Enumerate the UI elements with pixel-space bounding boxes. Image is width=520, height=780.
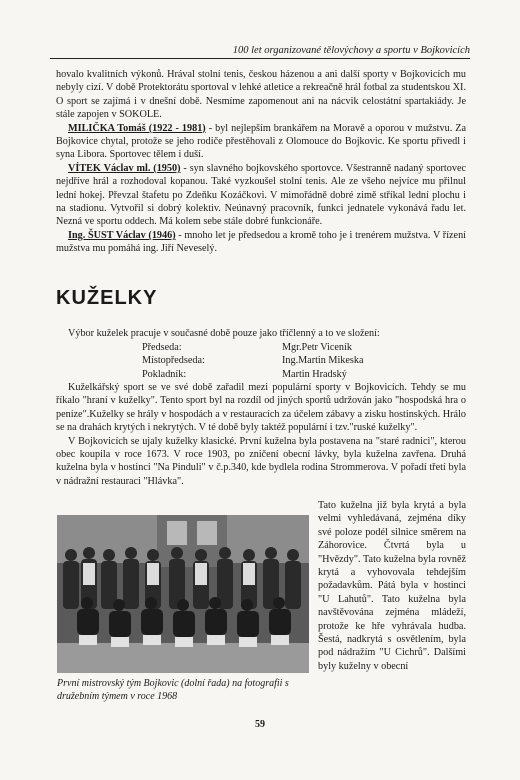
team-photo	[57, 515, 309, 673]
history-paragraph-2: V Bojkovicích se ujaly kuželky klasické. První kuželna byla postavena na "staré radnici", kterou obec koupila v roce 1673. V roce 1903, po zničení obecní lávky, byla kuželna zavřena. Druhá kuželna byla v hostinci "Na Pinduli" v č.p.340, kde bydlela rodina Strommerova. V pořadí třetí byla v nádražní restauraci "Hlávka".	[56, 435, 466, 487]
person-paragraph-vitek	[56, 162, 466, 229]
person-name: Ing. ŠUST Václav (1946)	[68, 229, 176, 241]
page-number: 59	[255, 719, 265, 730]
person-bio: - mnoho let je předsedou a kromě toho je i trenérem mužstva. V řízení mužstva mu pomáhá ing. Jiří Neveselý.	[56, 229, 466, 255]
wrapped-text-column	[318, 499, 466, 673]
team-photo-image	[57, 515, 309, 673]
committee-intro: Výbor kuželek pracuje v současné době pouze jako tříčlenný a to ve složení:	[68, 328, 380, 339]
officer-name: Martin Hradský	[282, 368, 347, 380]
history-text-block	[56, 381, 466, 488]
committee-intro-block	[56, 327, 466, 340]
officer-row	[56, 368, 466, 381]
officer-role: Pokladník:	[142, 368, 187, 380]
history-paragraph-1: Kuželkářský sport se ve své době zařadil mezi populární sporty v Bojkovicích. Tehdy se mu říkalo "hraní v kuželky". Tento sport byl na rozdíl od jiných sportů udržován jako "hospodská hra o peníze".Kuželky se hrály v hospodách a v restauracích za účelem zábavy a zisku hostinských. Hrálo se na drahách krytých i nekrytých. V té době byly taktéž populární i tzv."ruské kuželky".	[56, 382, 466, 434]
intro-paragraph: hovalo kvalitních výkonů. Hrával stolní tenis, českou házenou a ani další sporty v Bojkovicích mu nebyly cizí. V době Protektorátu sportoval v lehké atletice a rekreačně hrál fotbal za studentskou XI. O sport se zajímá i v dnešní době. Nesmíme zapomenout ani na nácvik celostátní spartakiády. Je stále zapojen v SOKOLE.	[56, 69, 466, 121]
officer-name: Ing.Martin Mikeska	[282, 355, 364, 367]
history-paragraph-3: Tato kuželna již byla krytá a byla velmi vyhledávaná, zejména díky své poloze podél silnice směrem na Záhorovice. Čtvrtá byla u "Hvězdy". Tato kuželna byla rovněž krytá a vyhovovala tehdejším požadavkům. Pátá byla v hostinci "U Lahutů". Tato kuželna byla navštěvována zejména mládeží, protože ke hře vyhrávala hudba. Šestá, nadkrytá s osvětlením, byla pod nádražím "U Cichrů". Dalšími byly kuželny v obecní	[318, 500, 466, 672]
officer-name: Mgr.Petr Viceník	[282, 342, 352, 353]
officer-role: Předseda:	[142, 342, 182, 353]
officer-role: Místopředseda:	[142, 355, 205, 367]
top-text-block	[56, 68, 466, 256]
person-bio: - byl nejlepším brankářem na Moravě a oporou v mužstvu. Za Bojkovice chytal, protože se jeho rodiče přestěhovali z Olomouce do Bojkovic. Ke sportu přivedl i syna Libora. Sportovec tělem i duší.	[56, 122, 466, 161]
section-title: KUŽELKY	[56, 287, 158, 309]
officer-list	[56, 341, 466, 381]
officer-row	[56, 341, 466, 354]
person-paragraph-milicka	[56, 122, 466, 162]
photo-caption: První mistrovský tým Bojkovic (dolní řada) na fotografii s družebním týmem v roce 1968	[57, 678, 289, 702]
officer-row	[56, 354, 466, 367]
person-paragraph-sust	[56, 229, 466, 256]
person-name: MILIČKA Tomáš (1922 - 1981)	[68, 122, 206, 134]
person-name: VÍTEK Václav ml. (1950)	[68, 162, 181, 174]
page-header	[0, 0, 520, 60]
header-rule	[50, 58, 470, 59]
running-title: 100 let organizované tělovýchovy a sportu v Bojkovicích	[232, 45, 470, 56]
person-bio: - syn slavného bojkovského sportovce. Všestranně nadaný sportovec nejdříve hrál a rozhodoval kopanou. Také vyzkoušel stolní tenis. Ale ze všeho nejvíce mu přilnul lední hokej. Převzal štafetu po Zdeňku Kozáčkovi. V mimořádně dobré zimě stříkal lední plochu i na stadionu. Vytvořil si dobrý kolektiv. Neúnavný pracovník, funkci jednatele vykonává řadu let. Nezná ve sportu oddech. Má kolem sebe stále dobré funkcionáře.	[56, 162, 466, 228]
